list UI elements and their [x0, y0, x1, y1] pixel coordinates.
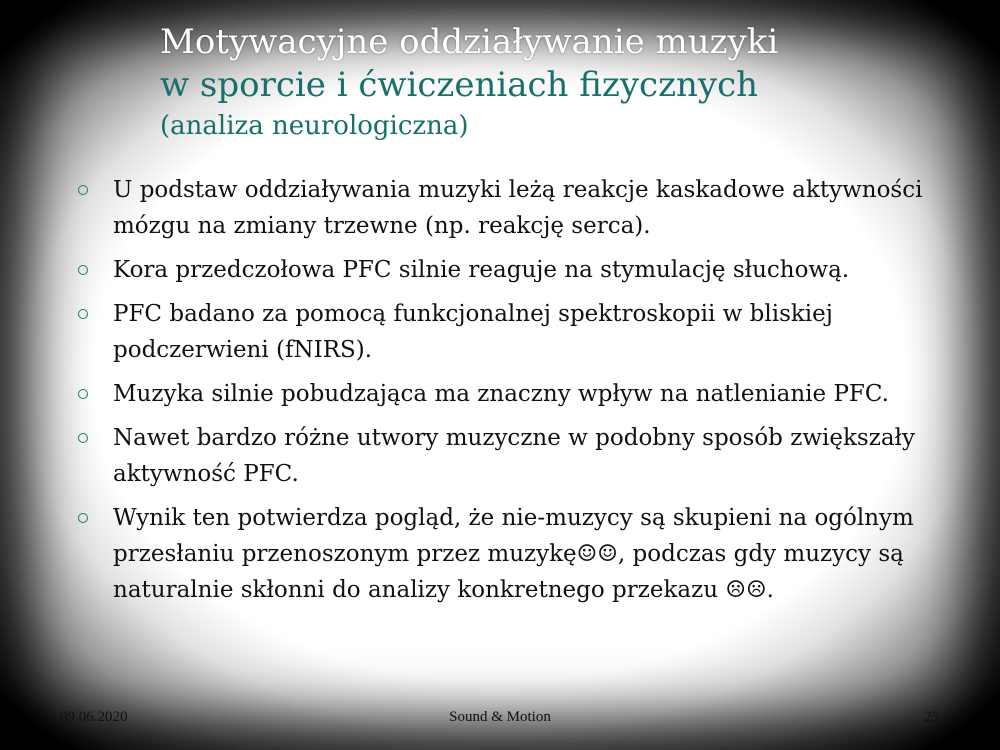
title-line-1: Motywacyjne oddziaływanie muzyki	[160, 22, 779, 62]
hollow-circle-bullet-icon	[78, 185, 88, 195]
bullet-text: Wynik ten potwierdza pogląd, że nie-muzycy są skupieni na ogólnym przesłaniu przenoszonym przez muzykę☺☺, podczas gdy muzycy są naturalnie skłonni do analizy konkretnego przekazu ☹☹.	[113, 505, 914, 603]
bullet-text: PFC badano za pomocą funkcjonalnej spektroskopii w bliskiej podczerwieni (fNIRS).	[113, 301, 833, 363]
title-line-2: w sporcie i ćwiczeniach fizycznych	[160, 65, 759, 105]
slide-title	[160, 22, 920, 144]
bullet-text: U podstaw oddziaływania muzyki leżą reakcje kaskadowe aktywności mózgu na zmiany trzewne (np. reakcję serca).	[113, 177, 923, 239]
list-item	[72, 376, 962, 412]
title-subtitle: (analiza neurologiczna)	[160, 111, 469, 141]
list-item	[72, 252, 962, 288]
list-item	[72, 500, 962, 608]
footer-date: 09.06.2020	[60, 709, 128, 725]
hollow-circle-bullet-icon	[78, 433, 88, 443]
bullet-text: Kora przedczołowa PFC silnie reaguje na stymulację słuchową.	[113, 257, 850, 283]
bullet-text: Muzyka silnie pobudzająca ma znaczny wpływ na natlenianie PFC.	[113, 381, 889, 407]
footer-title: Sound & Motion	[449, 709, 551, 725]
hollow-circle-bullet-icon	[78, 309, 88, 319]
list-item	[72, 420, 962, 492]
list-item	[72, 296, 962, 368]
page-number: 25	[924, 709, 939, 725]
hollow-circle-bullet-icon	[78, 513, 88, 523]
hollow-circle-bullet-icon	[78, 389, 88, 399]
list-item	[72, 172, 962, 244]
hollow-circle-bullet-icon	[78, 265, 88, 275]
bullet-text: Nawet bardzo różne utwory muzyczne w podobny sposób zwiększały aktywność PFC.	[113, 425, 916, 487]
bullet-list	[72, 172, 962, 616]
